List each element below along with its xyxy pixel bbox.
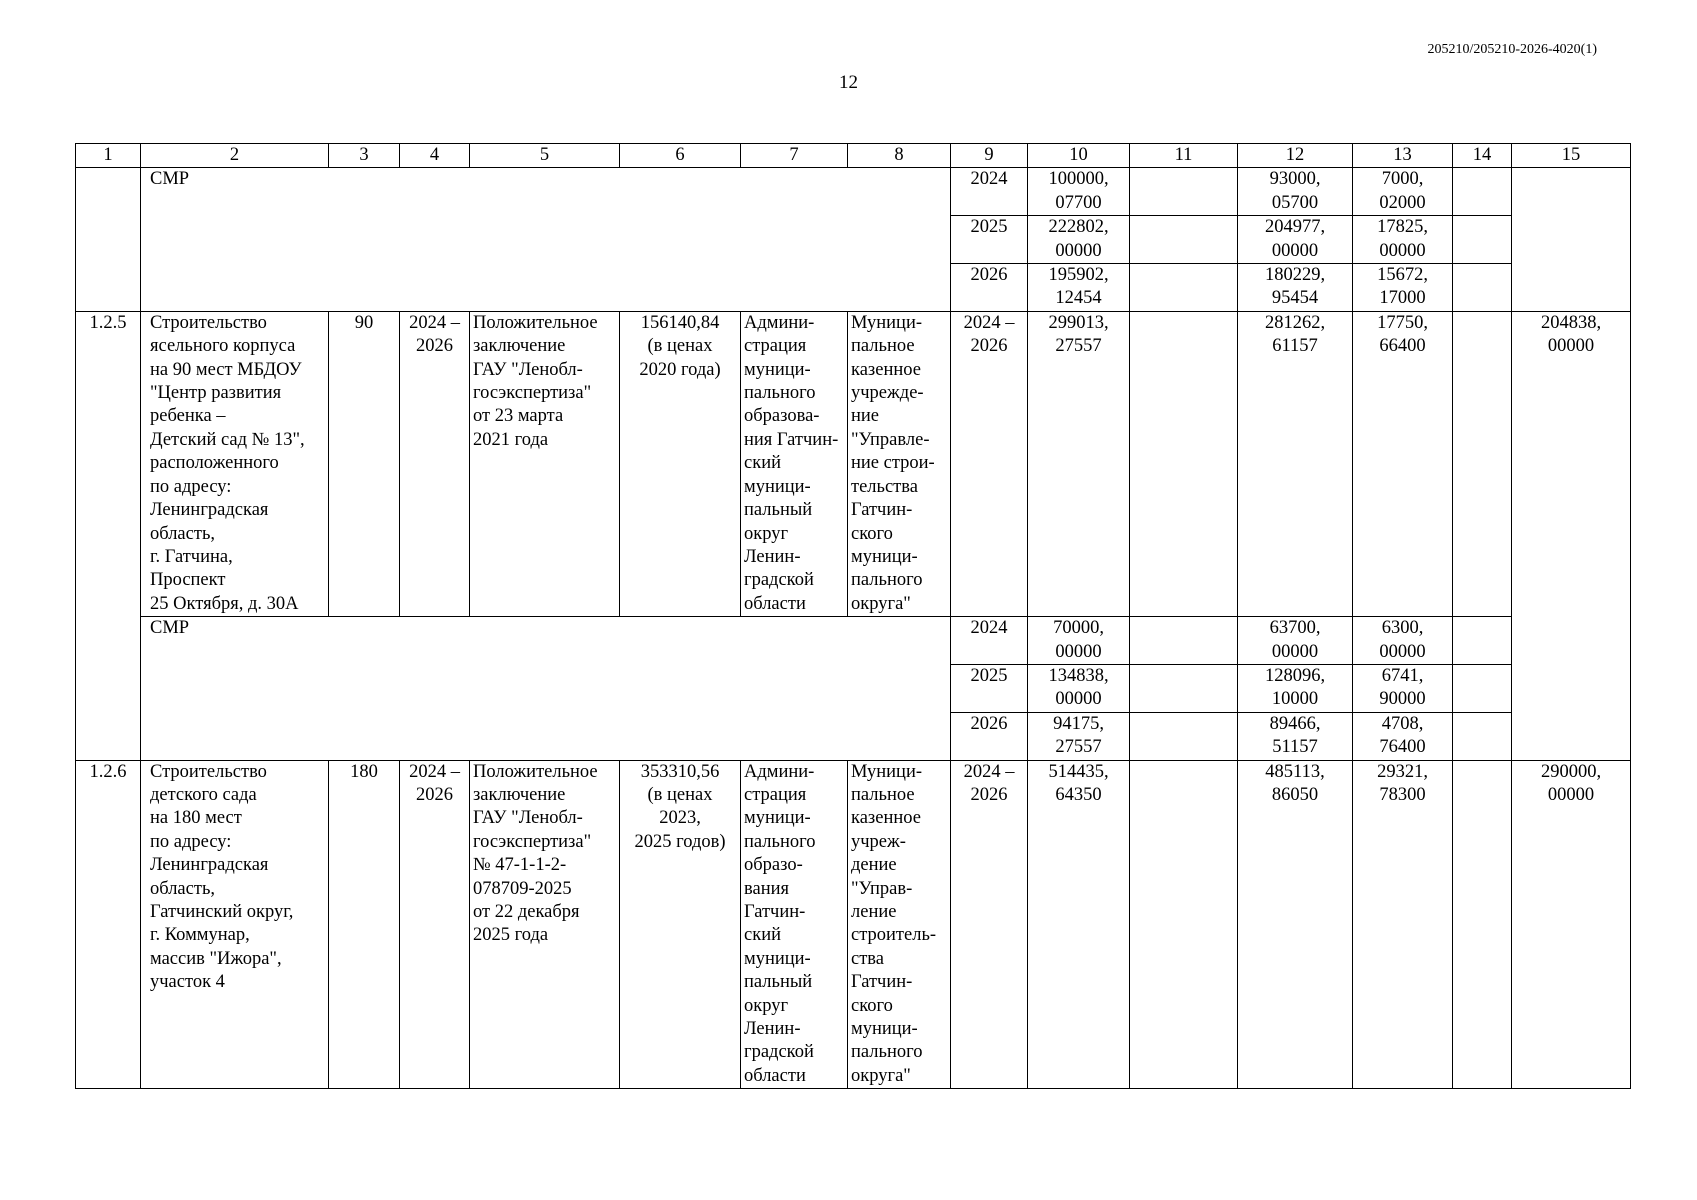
- empty-cell: [1453, 664, 1512, 712]
- item-number: 1.2.6: [76, 760, 141, 1089]
- column-header: 3: [329, 144, 400, 168]
- empty-cell: [1130, 617, 1238, 665]
- table-row: [76, 168, 1631, 216]
- amount-cell: 204838, 00000: [1512, 311, 1631, 760]
- amount-cell: 93000, 05700: [1238, 168, 1353, 216]
- empty-cell: [76, 168, 141, 311]
- cost-cell: 353310,56 (в ценах 2023, 2025 годов): [620, 760, 741, 1089]
- amount-cell: 514435, 64350: [1028, 760, 1130, 1089]
- amount-cell: 17750, 66400: [1353, 311, 1453, 616]
- column-header: 2: [141, 144, 329, 168]
- empty-cell: [1453, 216, 1512, 264]
- amount-cell: 299013, 27557: [1028, 311, 1130, 616]
- developer-cell: Муници- пальное казенное учреж- дение "Управ- ление строитель- ства Гатчин- ского муници- пального округа": [848, 760, 951, 1089]
- amount-cell: 89466, 51157: [1238, 712, 1353, 760]
- empty-cell: [1130, 168, 1238, 216]
- amount-cell: 94175, 27557: [1028, 712, 1130, 760]
- year-cell: 2024 – 2026: [951, 311, 1028, 616]
- column-header: 4: [400, 144, 470, 168]
- amount-cell: 180229, 95454: [1238, 264, 1353, 312]
- column-header: 9: [951, 144, 1028, 168]
- column-header: 10: [1028, 144, 1130, 168]
- column-header: 13: [1353, 144, 1453, 168]
- amount-cell: 15672, 17000: [1353, 264, 1453, 312]
- amount-cell: 290000, 00000: [1512, 760, 1631, 1089]
- amount-cell: 100000, 07700: [1028, 168, 1130, 216]
- year-cell: 2024: [951, 168, 1028, 216]
- amount-cell: 6741, 90000: [1353, 664, 1453, 712]
- year-cell: 2025: [951, 664, 1028, 712]
- empty-cell: [1130, 264, 1238, 312]
- amount-cell: 204977, 00000: [1238, 216, 1353, 264]
- year-cell: 2024 – 2026: [951, 760, 1028, 1089]
- item-number: 1.2.5: [76, 311, 141, 760]
- amount-cell: 63700, 00000: [1238, 617, 1353, 665]
- amount-cell: 485113, 86050: [1238, 760, 1353, 1089]
- empty-cell: [1453, 712, 1512, 760]
- amount-cell: 29321, 78300: [1353, 760, 1453, 1089]
- amount-cell: 195902, 12454: [1028, 264, 1130, 312]
- smr-label: СМР: [141, 617, 951, 760]
- empty-cell: [1130, 760, 1238, 1089]
- period-cell: 2024 – 2026: [400, 311, 470, 616]
- amount-cell: 70000, 00000: [1028, 617, 1130, 665]
- column-header: 11: [1130, 144, 1238, 168]
- capacity-cell: 90: [329, 311, 400, 616]
- column-header: 14: [1453, 144, 1512, 168]
- column-header: 15: [1512, 144, 1631, 168]
- table-row: [76, 760, 1631, 1089]
- amount-cell: 17825, 00000: [1353, 216, 1453, 264]
- column-header: 8: [848, 144, 951, 168]
- amount-cell: 128096, 10000: [1238, 664, 1353, 712]
- column-number-row: [76, 144, 1631, 168]
- empty-cell: [1130, 664, 1238, 712]
- table-row: [76, 311, 1631, 616]
- amount-cell: 134838, 00000: [1028, 664, 1130, 712]
- empty-cell: [1130, 216, 1238, 264]
- column-header: 1: [76, 144, 141, 168]
- expertise-cell: Положительное заключение ГАУ "Ленобл- госэкспертиза" от 23 марта 2021 года: [470, 311, 620, 616]
- capacity-cell: 180: [329, 760, 400, 1089]
- year-cell: 2025: [951, 216, 1028, 264]
- empty-cell: [1453, 264, 1512, 312]
- amount-cell: 4708, 76400: [1353, 712, 1453, 760]
- year-cell: 2024: [951, 617, 1028, 665]
- column-header: 5: [470, 144, 620, 168]
- empty-cell: [1130, 311, 1238, 616]
- customer-cell: Админи- страция муници- пального образо- вания Гатчин- ский муници- пальный округ Ленин- градской области: [741, 760, 848, 1089]
- column-header: 12: [1238, 144, 1353, 168]
- smr-label: СМР: [141, 168, 951, 311]
- empty-cell: [1453, 617, 1512, 665]
- empty-cell: [1453, 311, 1512, 616]
- object-name: Строительство детского сада на 180 мест по адресу: Ленинградская область, Гатчинский округ, г. Коммунар, массив "Ижора", участок 4: [141, 760, 329, 1089]
- amount-cell: 281262, 61157: [1238, 311, 1353, 616]
- period-cell: 2024 – 2026: [400, 760, 470, 1089]
- page-number: 12: [839, 72, 858, 93]
- empty-cell: [1130, 712, 1238, 760]
- year-cell: 2026: [951, 712, 1028, 760]
- expertise-cell: Положительное заключение ГАУ "Ленобл- госэкспертиза" № 47-1-1-2- 078709-2025 от 22 декабря 2025 года: [470, 760, 620, 1089]
- amount-cell: 222802, 00000: [1028, 216, 1130, 264]
- developer-cell: Муници- пальное казенное учрежде- ние "Управле- ние строи- тельства Гатчин- ского муници- пального округа": [848, 311, 951, 616]
- empty-cell: [1512, 168, 1631, 311]
- amount-cell: 7000, 02000: [1353, 168, 1453, 216]
- cost-cell: 156140,84 (в ценах 2020 года): [620, 311, 741, 616]
- customer-cell: Админи- страция муници- пального образова- ния Гатчин- ский муници- пальный округ Ленин- градской области: [741, 311, 848, 616]
- empty-cell: [1453, 168, 1512, 216]
- object-name: Строительство ясельного корпуса на 90 мест МБДОУ "Центр развития ребенка – Детский сад № 13", расположенного по адресу: Ленинградская область, г. Гатчина, Проспект 25 Октября, д. 30А: [141, 311, 329, 616]
- year-cell: 2026: [951, 264, 1028, 312]
- column-header: 6: [620, 144, 741, 168]
- amount-cell: 6300, 00000: [1353, 617, 1453, 665]
- table-row: [76, 617, 1631, 665]
- document-id: 205210/205210-2026-4020(1): [1427, 42, 1597, 57]
- column-header: 7: [741, 144, 848, 168]
- investment-table: [75, 143, 1631, 1089]
- empty-cell: [1453, 760, 1512, 1089]
